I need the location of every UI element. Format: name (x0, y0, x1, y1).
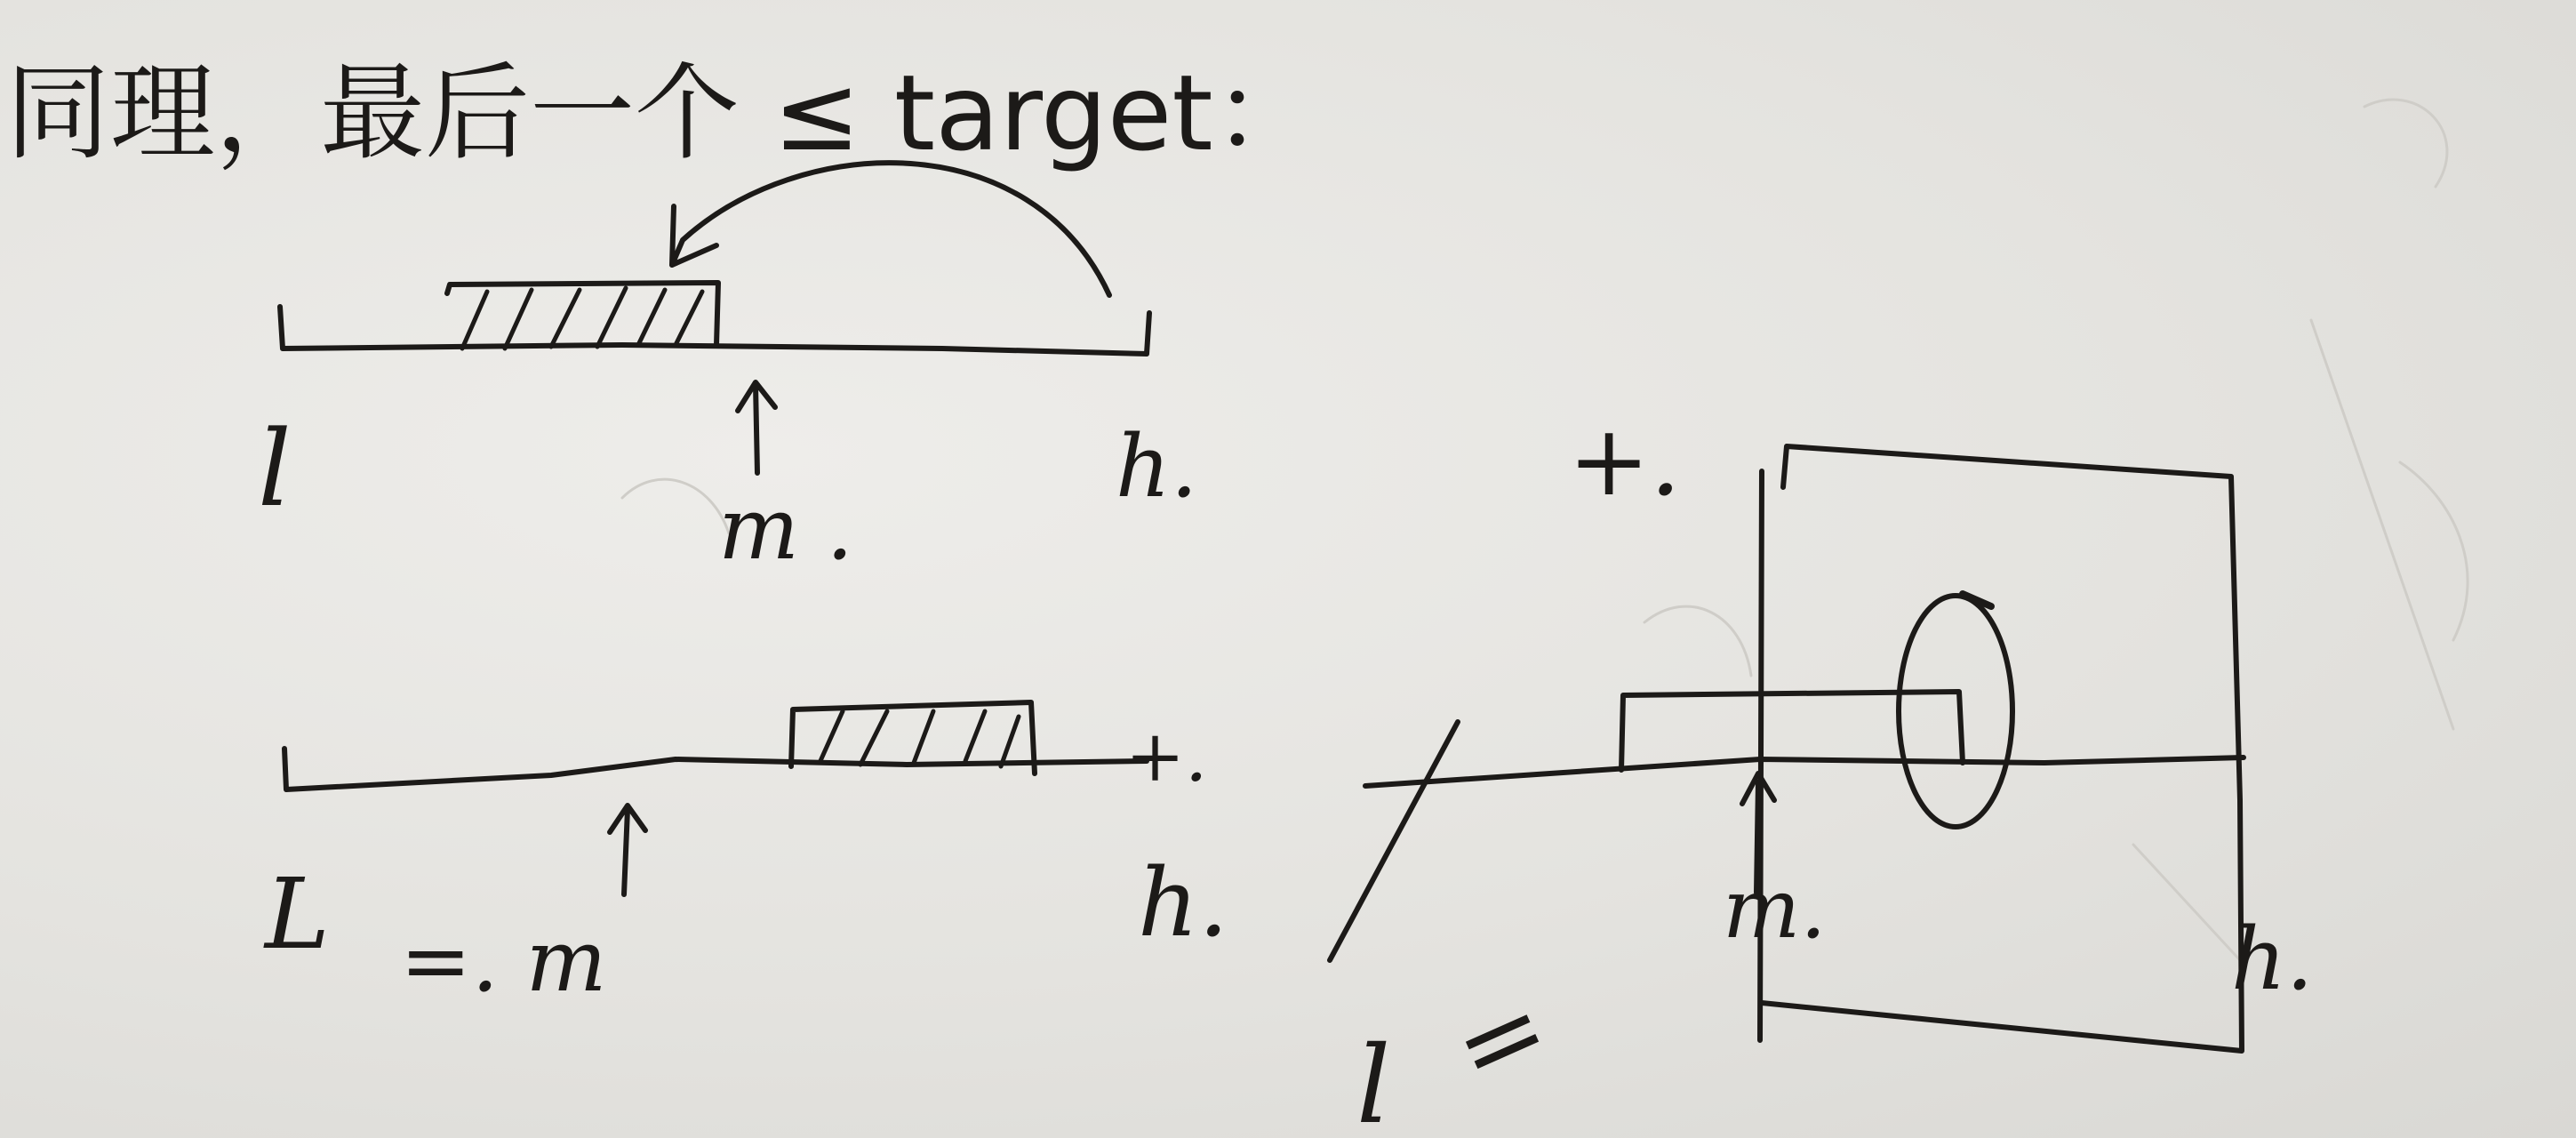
diagram-1-mid-label: m . (718, 479, 854, 579)
diagram-2-hatching (820, 711, 1019, 766)
diagram-1-high-label: h. (1116, 417, 1198, 517)
diagram-1-hatching (462, 288, 702, 349)
diagram-3-big-box (1762, 446, 2242, 1051)
diagram-2-left-label: L (265, 857, 331, 971)
diagram-3-axis (1365, 757, 2244, 786)
diagram-3-left-label: l (1356, 1024, 1391, 1138)
diagram-1-mid-arrow (738, 382, 775, 473)
diagram-1 (258, 163, 1197, 579)
diagram-2-equals-m: =. m (400, 911, 607, 1011)
diagram-2-mark: +. (1125, 715, 1208, 797)
diagram-3-top-mark: +. (1568, 404, 1682, 517)
bleed-through-marks (622, 100, 2468, 960)
diagram-2-high-label: h. (1138, 848, 1228, 958)
heading-text: 同理，最后一个 ≤ target： (5, 52, 1318, 174)
diagram-3 (1330, 404, 2313, 1138)
diagram-3-circle-marker (1899, 596, 2012, 827)
diagram-1-jump-arrow (672, 163, 1109, 295)
diagram-3-mid-label: m. (1723, 862, 1827, 957)
diagram-2 (263, 702, 1228, 1011)
diagram-3-high-label: h. (2231, 910, 2314, 1009)
diagram-1-left-label: l (258, 407, 292, 530)
diagram-2-axis (284, 749, 1147, 789)
diagram-3-diagonal-line (1330, 722, 1458, 960)
diagram-3-equals: = (1435, 965, 1568, 1115)
diagram-2-mid-arrow (610, 805, 645, 894)
